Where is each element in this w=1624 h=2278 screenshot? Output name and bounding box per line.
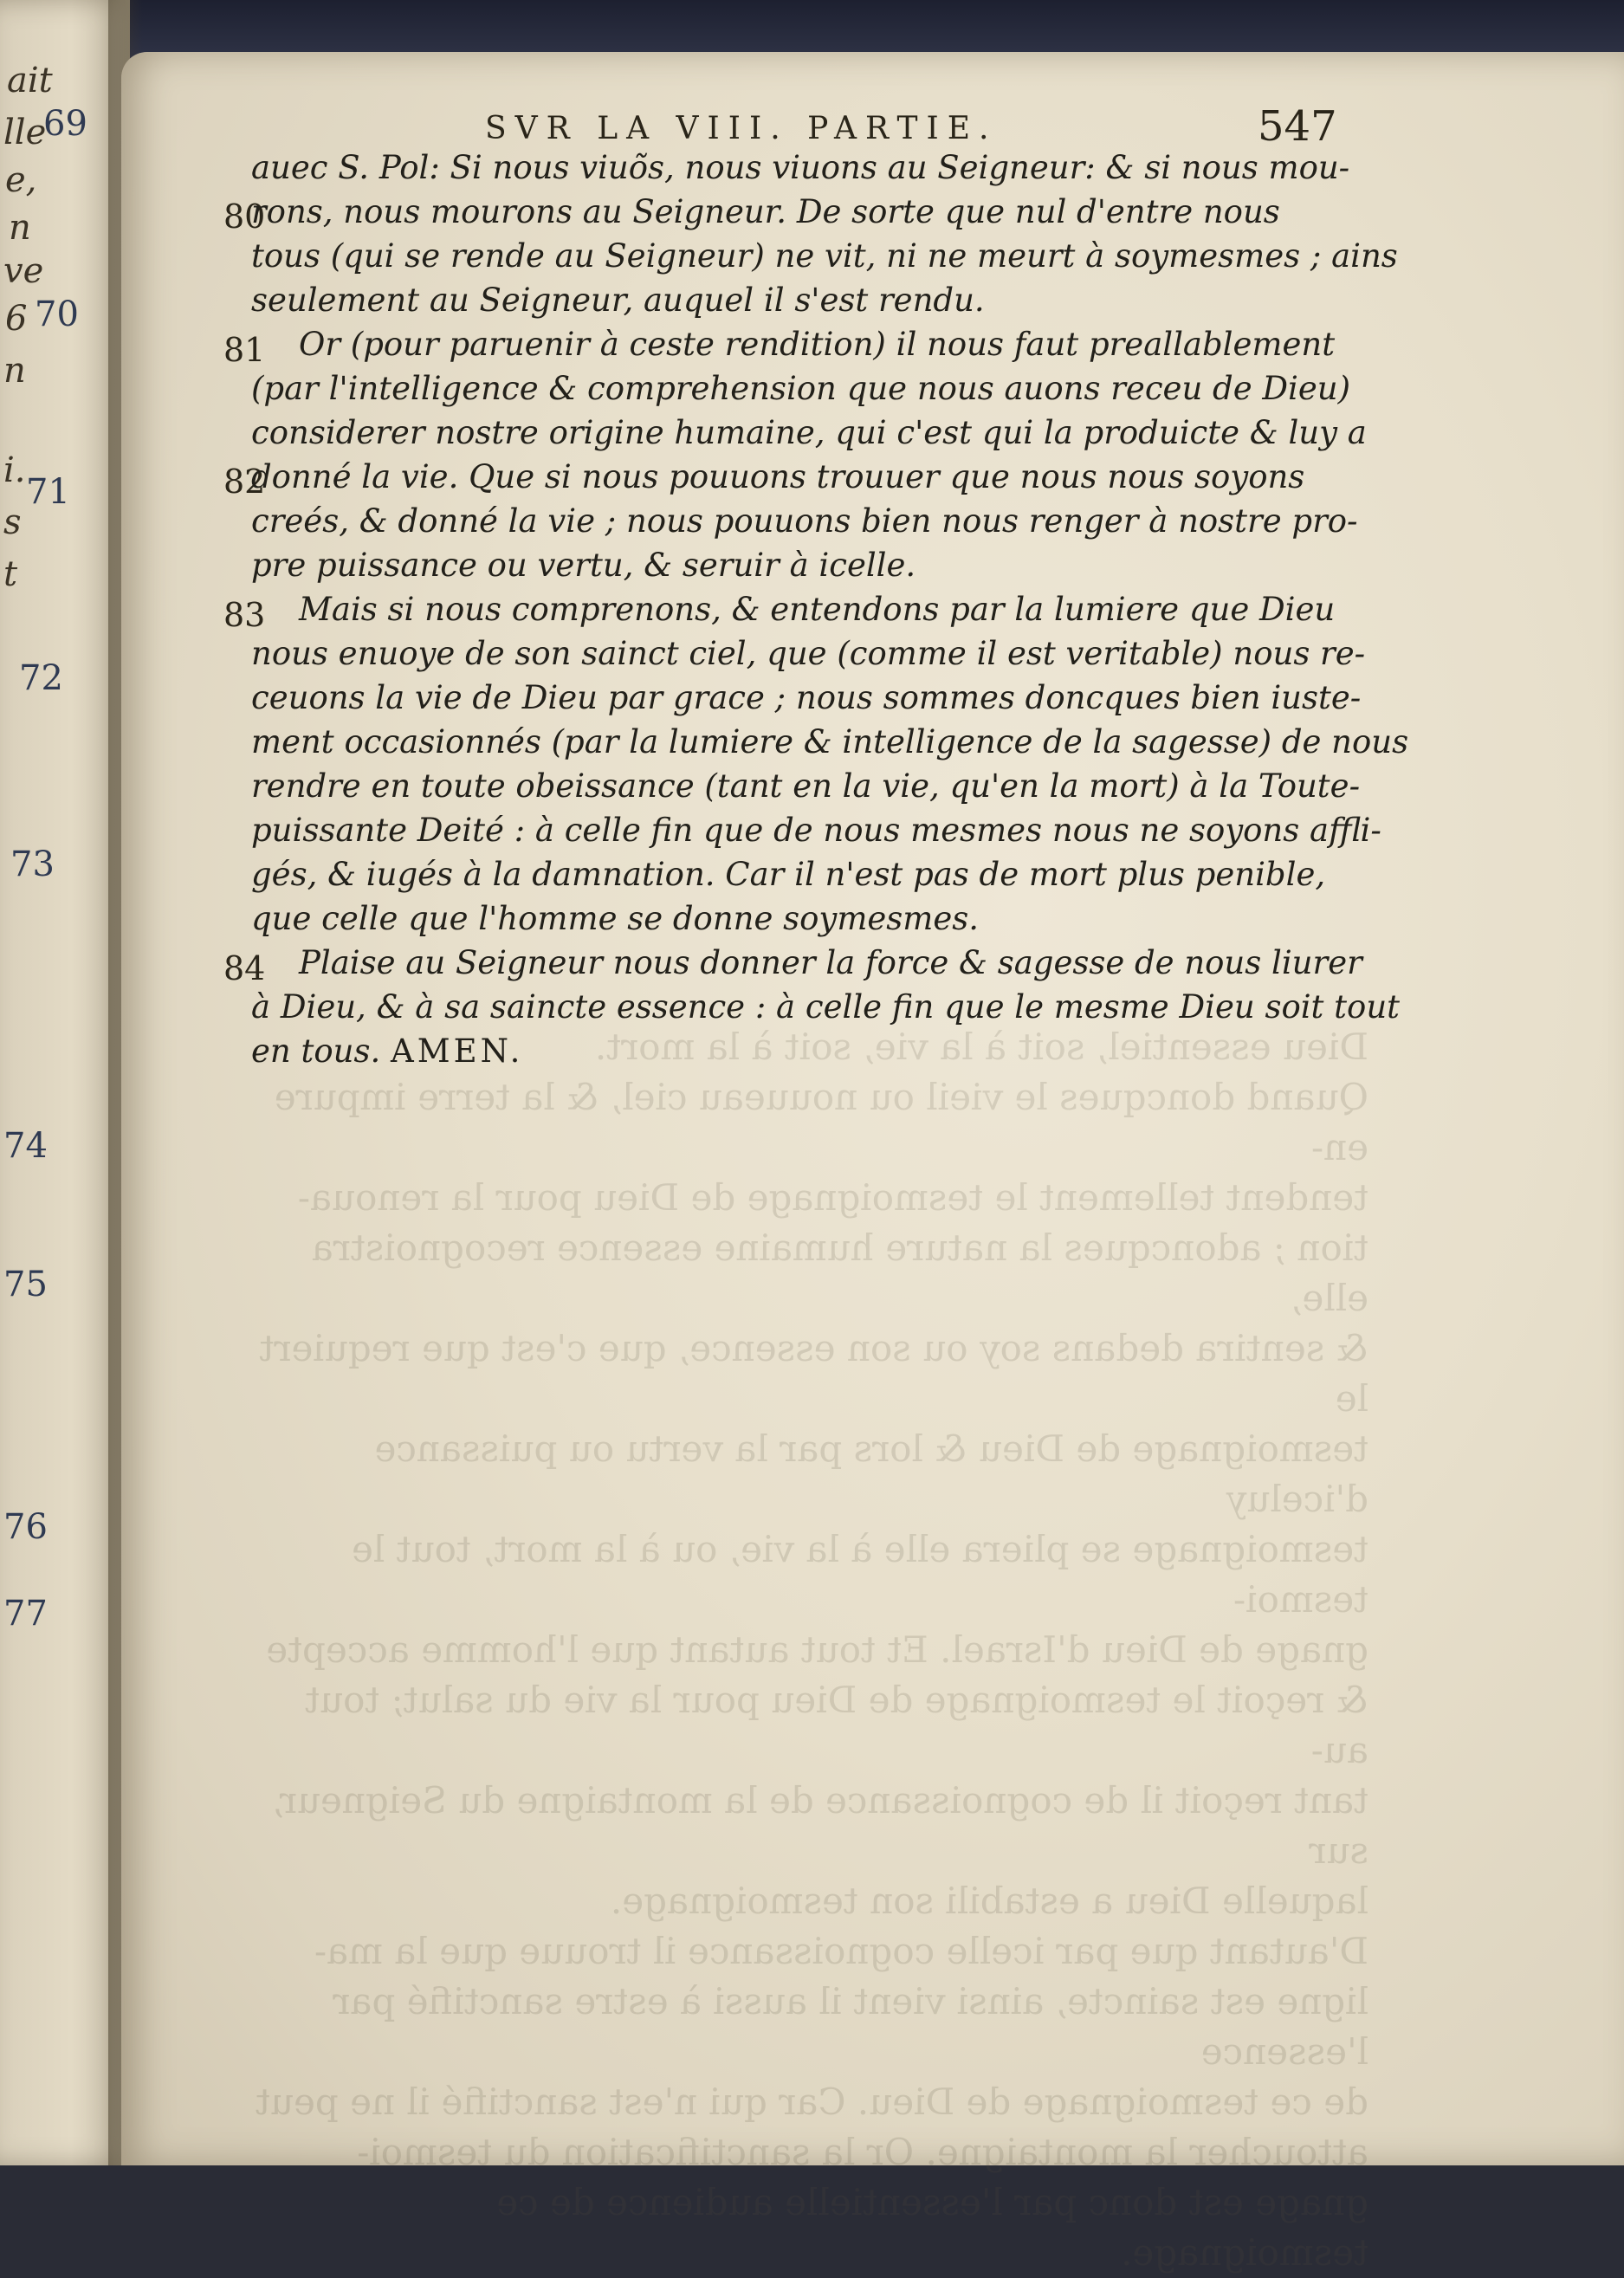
text-line: ceuons la vie de Dieu par grace ; nous sommes doncques bien iuste-	[251, 679, 1362, 716]
bleed-line: attoucher la montaigne. Or la sanctification du tesmoi-	[357, 2131, 1368, 2173]
text-line: à Dieu, & à sa saincte essence : à celle fin que le mesme Dieu soit tout	[251, 988, 1401, 1026]
text-line: puissante Deité : à celle fin que de nous mesmes nous ne soyons affli-	[251, 812, 1381, 849]
main-text	[251, 146, 1409, 1073]
verse-number: 84	[223, 949, 266, 987]
left-margin-number: 71	[26, 472, 70, 512]
bleed-line: de ce tesmoignage de Dieu. Car qui n'est sanctifié il ne peut	[256, 2081, 1368, 2123]
text-line: donné la vie. Que si nous pouuons trouuer que nous nous soyons	[251, 458, 1305, 495]
left-page-fragment: i.	[3, 450, 26, 490]
left-margin-number: 74	[3, 1126, 48, 1166]
verse-number: 80	[223, 197, 266, 236]
verse-number: 83	[223, 596, 266, 634]
text-line: Plaise au Seigneur nous donner la force & sagesse de nous liurer	[299, 944, 1362, 981]
bleed-line: tant reçoit il de cognoissance de la montaigne du Seigneur, sur	[272, 1779, 1368, 1872]
bleed-line: & sentira dedans soy ou son essence, que c'est que requiert le	[259, 1327, 1368, 1420]
text-line: seulement au Seigneur, auquel il s'est rendu.	[251, 282, 985, 319]
bleed-line: tion ; adoncques la nature humaine essence recognoistra elle,	[311, 1226, 1368, 1319]
bleed-line: laquelle Dieu a estabili son tesmoignage.	[610, 1880, 1368, 1922]
text-line: Or (pour paruenir à ceste rendition) il nous faut preallablement	[299, 326, 1336, 363]
left-page-fragment: ait	[7, 61, 53, 100]
text-line: rendre en toute obeissance (tant en la vie, qu'en la mort) à la Toute-	[251, 767, 1361, 805]
text-line: Mais si nous comprenons, & entendons par la lumiere que Dieu	[299, 591, 1336, 628]
bleed-line: & reçoit le tesmoignage de Dieu pour la vie du salut; tout au-	[305, 1679, 1368, 1771]
text-line: rons, nous mourons au Seigneur. De sorte que nul d'entre nous	[251, 193, 1280, 230]
verse-number: 81	[223, 331, 266, 369]
left-page-fragment: s	[3, 502, 22, 542]
text-line: (par l'intelligence & comprehension que nous auons receu de Dieu)	[251, 370, 1351, 407]
bleed-line: D'autant que par icelle cognoissance il trouue que la ma-	[314, 1930, 1368, 1972]
left-margin-number: 75	[3, 1265, 48, 1304]
text-line: gés, & iugés à la damnation. Car il n'est pas de mort plus penible,	[251, 856, 1326, 893]
text-line: auec S. Pol: Si nous viuõs, nous viuons au Seigneur: & si nous mou-	[251, 149, 1350, 186]
bleed-line: ligne est saincte, ainsi vient il aussi à estre sanctifié par l'essence	[333, 1980, 1368, 2073]
bleed-line: Quand doncques le vieil ou nouueau ciel, & la terre impure en-	[274, 1076, 1368, 1168]
left-margin-number: 73	[10, 845, 55, 884]
bleed-through-text	[251, 1022, 1368, 2274]
bleed-line: Dieu essentiel, soit à la vie, soit à la mort.	[594, 1026, 1368, 1068]
page-number: 547	[1258, 102, 1337, 151]
bleed-line: tendent tellement le tesmoignage de Dieu pour la renoua-	[297, 1176, 1368, 1219]
text-line: ment occasionnés (par la lumiere & intelligence de la sagesse) de nous	[251, 723, 1409, 760]
bleed-line: gnage est donc par l'essentielle audience de ce tesmoignage.	[496, 2181, 1368, 2274]
bleed-line: gnage de Dieu d'Israel. Et tout autant que l'homme accepte	[266, 1628, 1368, 1671]
amen-closing: AMEN.	[390, 1032, 524, 1070]
left-page-fragment: lle	[3, 113, 47, 152]
left-page-fragment: 6	[5, 299, 28, 339]
text-line: que celle que l'homme se donne soymesmes.	[251, 900, 980, 937]
text-line: considerer nostre origine humaine, qui c'est qui la produicte & luy a	[251, 414, 1367, 451]
left-margin-number: 69	[43, 104, 87, 144]
text-line: creés, & donné la vie ; nous pouuons bien nous renger à nostre pro-	[251, 502, 1358, 540]
left-margin-number: 77	[3, 1594, 48, 1634]
text-line: tous (qui se rende au Seigneur) ne vit, ni ne meurt à soymesmes ; ains	[251, 237, 1398, 275]
left-page-fragment: e,	[5, 160, 37, 200]
left-page-fragment: ve	[3, 251, 44, 291]
bleed-line: tesmoignage de Dieu & lors par la vertu ou puissance d'iceluy	[374, 1427, 1368, 1520]
left-margin-number: 72	[19, 658, 63, 698]
left-margin-number: 70	[35, 294, 79, 334]
left-page-fragment: t	[3, 554, 18, 594]
left-margin-number: 76	[3, 1507, 48, 1547]
text-line: nous enuoye de son sainct ciel, que (comme il est veritable) nous re-	[251, 635, 1366, 672]
running-title: SVR LA VIII. PARTIE.	[485, 111, 998, 146]
left-page-fragment: n	[3, 351, 26, 391]
bleed-line: tesmoignage se pliera elle à la vie, ou à la mort, tout le tesmoi-	[352, 1528, 1368, 1621]
left-page-fragment: n	[9, 208, 31, 248]
text-line: pre puissance ou vertu, & seruir à icelle.	[251, 547, 916, 584]
final-words: en tous.	[251, 1032, 381, 1070]
text-line-final	[251, 1029, 1364, 1073]
verse-number: 82	[223, 463, 266, 501]
